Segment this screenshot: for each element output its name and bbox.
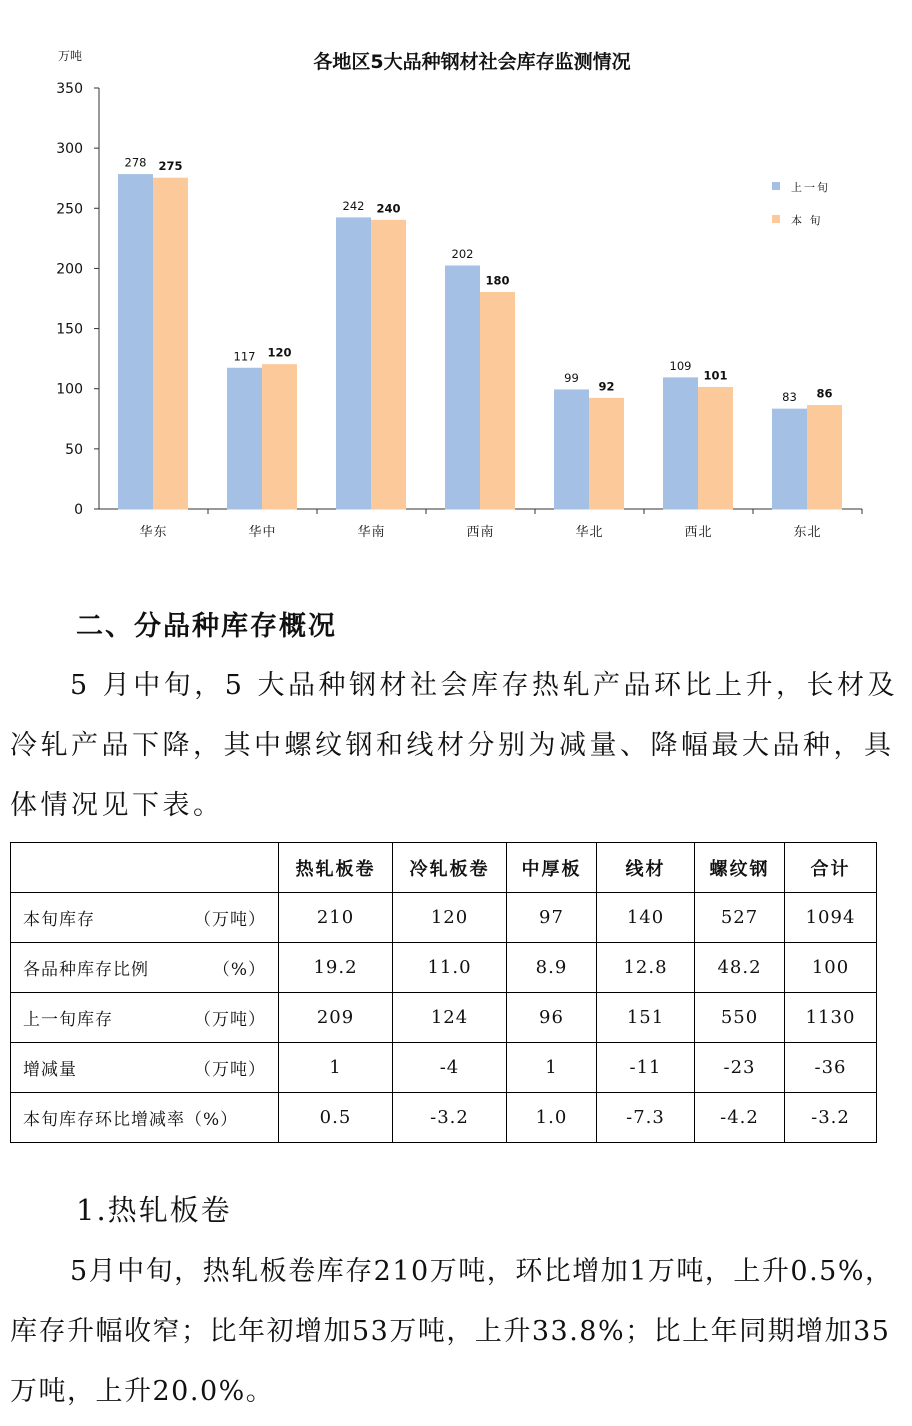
row-label-name: 本旬库存	[23, 910, 95, 930]
bar-previous-4	[555, 390, 589, 509]
table-cell: 124	[393, 993, 507, 1043]
x-tick-label: 华南	[357, 525, 386, 540]
row-label-name: 增减量	[23, 1060, 77, 1080]
table-cell: 97	[507, 893, 597, 943]
bar-previous-3	[446, 266, 480, 509]
x-tick-label: 华北	[575, 525, 604, 540]
bar-data-label: 240	[376, 201, 401, 216]
y-tick-label: 100	[56, 381, 83, 398]
row-label-unit: （%）	[212, 960, 266, 980]
table-row	[11, 943, 877, 993]
column-header: 热轧板卷	[279, 843, 393, 893]
table-cell: 527	[695, 893, 785, 943]
y-tick-label: 50	[65, 441, 83, 458]
table-cell: 1130	[785, 993, 877, 1043]
x-tick-label: 东北	[793, 525, 822, 540]
row-label-unit: （万吨）	[194, 1010, 266, 1030]
table-row	[11, 1043, 877, 1093]
bar-data-label: 120	[267, 345, 292, 360]
y-axis-unit-label: 万吨	[58, 49, 83, 63]
table-cell: -3.2	[393, 1093, 507, 1143]
table-cell: 1	[507, 1043, 597, 1093]
y-tick-label: 350	[56, 81, 83, 97]
inventory-bar-chart	[0, 0, 912, 560]
row-label-unit: （万吨）	[194, 1060, 266, 1080]
x-tick-label: 华中	[248, 525, 277, 540]
legend-label: 本 旬	[791, 214, 823, 227]
table-cell: 11.0	[393, 943, 507, 993]
y-tick-label: 0	[74, 502, 83, 518]
table-cell: 120	[393, 893, 507, 943]
bar-data-label: 83	[782, 390, 797, 405]
table-row	[11, 1093, 877, 1143]
y-axis-ticks	[56, 81, 99, 518]
table-cell: 140	[597, 893, 695, 943]
column-header: 冷轧板卷	[393, 843, 507, 893]
bar-data-label: 101	[703, 368, 728, 383]
bar-previous-2	[337, 218, 371, 509]
table-cell: -7.3	[597, 1093, 695, 1143]
table-cell: 8.9	[507, 943, 597, 993]
bar-current-2	[372, 220, 406, 509]
table-cell: 19.2	[279, 943, 393, 993]
table-cell: 210	[279, 893, 393, 943]
column-header: 线材	[597, 843, 695, 893]
bar-data-label: 99	[564, 370, 579, 385]
bar-data-label: 92	[598, 379, 615, 394]
table-row	[11, 893, 877, 943]
bar-current-1	[263, 365, 297, 509]
x-tick-label: 华东	[139, 525, 168, 540]
bar-data-label: 117	[233, 349, 256, 364]
bar-current-6	[808, 406, 842, 509]
row-label	[11, 893, 279, 943]
row-label-name: 上一旬库存	[23, 1010, 113, 1030]
bar-data-label: 109	[669, 358, 692, 373]
table-cell: 12.8	[597, 943, 695, 993]
table-cell: 209	[279, 993, 393, 1043]
bar-data-label: 202	[451, 247, 474, 262]
y-tick-label: 250	[56, 201, 83, 218]
table-cell: -36	[785, 1043, 877, 1093]
y-tick-label: 150	[56, 321, 83, 338]
table-cell: 1.0	[507, 1093, 597, 1143]
x-tick-label: 西北	[684, 525, 713, 540]
bar-current-4	[590, 398, 624, 509]
bar-previous-5	[664, 378, 698, 509]
legend-swatch	[772, 182, 780, 190]
table-cell: 96	[507, 993, 597, 1043]
y-tick-label: 300	[56, 141, 83, 158]
table-corner-cell	[11, 843, 279, 893]
x-tick-label: 西南	[466, 525, 495, 540]
row-label	[11, 993, 279, 1043]
table-cell: 151	[597, 993, 695, 1043]
subsection-heading: 1.热轧板卷	[76, 1193, 232, 1227]
row-label	[11, 1043, 279, 1093]
bar-data-label: 86	[816, 386, 833, 401]
row-label-unit: （万吨）	[194, 910, 266, 930]
y-tick-label: 200	[56, 261, 83, 278]
x-axis-labels	[139, 524, 821, 540]
table-header-row	[11, 843, 877, 893]
column-header: 合计	[785, 843, 877, 893]
bar-data-label: 180	[485, 273, 510, 288]
inventory-table	[10, 842, 877, 1143]
legend-swatch	[772, 215, 780, 223]
table-cell: 550	[695, 993, 785, 1043]
table-cell: 1	[279, 1043, 393, 1093]
table-cell: -11	[597, 1043, 695, 1093]
chart-title: 各地区5大品种钢材社会库存监测情况	[313, 51, 631, 73]
bar-previous-0	[119, 175, 153, 509]
bar-data-label: 242	[342, 198, 365, 213]
table-row	[11, 993, 877, 1043]
column-header: 中厚板	[507, 843, 597, 893]
bar-current-3	[481, 292, 515, 509]
table-cell: -3.2	[785, 1093, 877, 1143]
table-cell: 1094	[785, 893, 877, 943]
table-cell: 48.2	[695, 943, 785, 993]
column-header: 螺纹钢	[695, 843, 785, 893]
bar-current-5	[699, 388, 733, 509]
bar-previous-1	[228, 368, 262, 509]
section-intro-paragraph: 5 月中旬，5 大品种钢材社会库存热轧产品环比上升，长材及冷轧产品下降，其中螺纹钢和线材分别为减量、降幅最大品种，具体情况见下表。	[10, 670, 899, 821]
row-label	[11, 943, 279, 993]
bar-data-label: 278	[124, 155, 147, 170]
row-label-name: 本旬库存环比增减率（%）	[23, 1110, 239, 1130]
chart-bars	[119, 156, 842, 509]
bar-current-0	[154, 178, 188, 509]
table-cell: -23	[695, 1043, 785, 1093]
legend-label: 上一旬	[791, 181, 830, 194]
row-label-name: 各品种库存比例	[23, 960, 149, 980]
table-cell: -4.2	[695, 1093, 785, 1143]
row-label	[11, 1093, 279, 1143]
table-cell: -4	[393, 1043, 507, 1093]
bar-previous-6	[773, 409, 807, 509]
table-cell: 100	[785, 943, 877, 993]
subsection-body-paragraph: 5月中旬，热轧板卷库存210万吨，环比增加1万吨，上升0.5%，库存升幅收窄；比年初增加53万吨，上升33.8%；比上年同期增加35万吨，上升20.0%。	[10, 1256, 894, 1407]
chart-legend	[772, 180, 830, 227]
table-cell: 0.5	[279, 1093, 393, 1143]
bar-data-label: 275	[158, 159, 183, 174]
section-heading: 二、分品种库存概况	[76, 611, 337, 642]
